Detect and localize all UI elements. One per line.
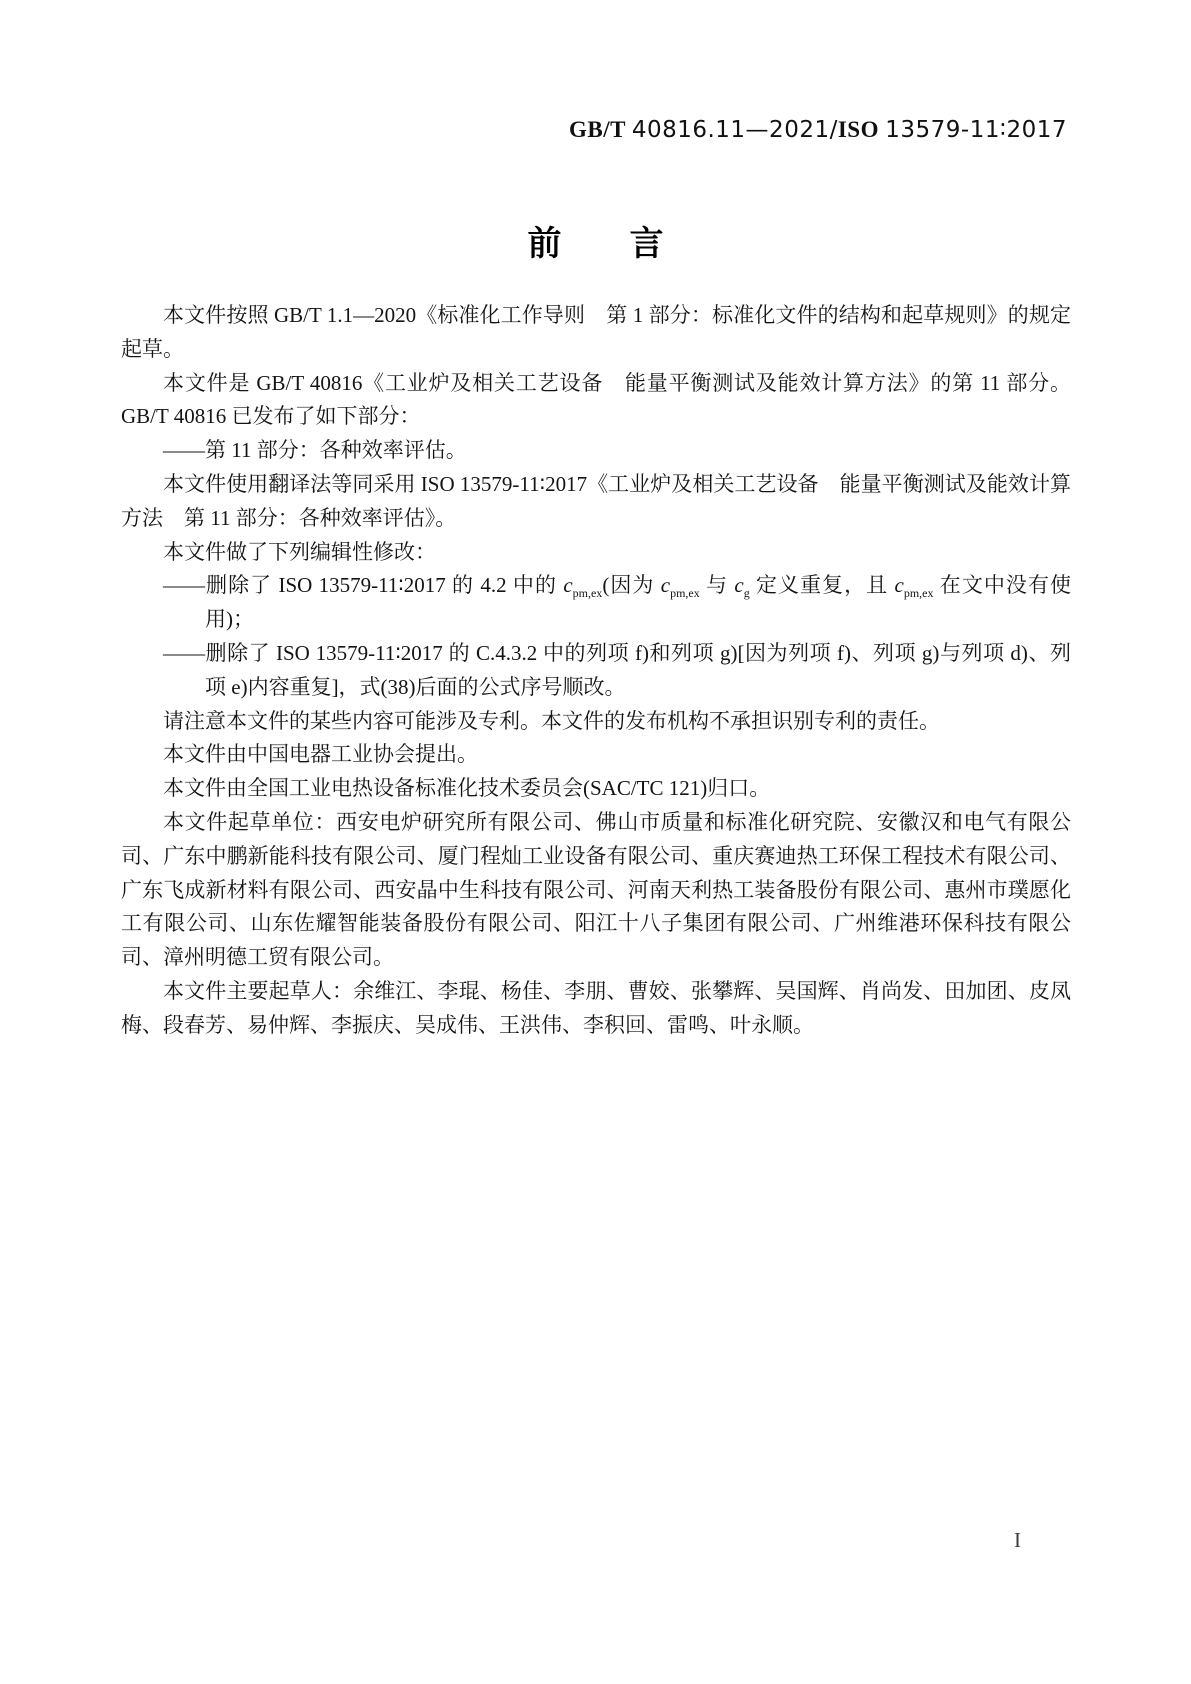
paragraph-drafting-organizations: 本文件起草单位：西安电炉研究所有限公司、佛山市质量和标准化研究院、安徽汉和电气有限公司、广东中鹏新能科技有限公司、厦门程灿工业设备有限公司、重庆赛迪热工环保工程技术有限公司、广东飞成新材料有限公司、西安晶中生科技有限公司、河南天利热工装备股份有限公司、惠州市璞愿化工有限公司、山东佐耀智能装备股份有限公司、阳江十八子集团有限公司、广州维港环保科技有限公司、漳州明德工贸有限公司。 (121, 809, 1071, 970)
symbol-c-subscript: pm,ex (903, 586, 934, 601)
list-item-part-11: ——第 11 部分：各种效率评估。 (163, 438, 467, 463)
header-standard-number: 40816.11—2021/ (631, 117, 838, 143)
list-item-editorial-change-2: ——删除了 ISO 13579-11∶2017 的 C.4.3.2 中的列项 f)和列项 g)[因为列项 f)、列项 g)与列项 d)、列项 e)内容重复]，式(38)后面的公式序号顺改。 (163, 640, 1071, 699)
edit1-text-pre: ——删除了 ISO 13579-11∶2017 的 4.2 中的 (163, 573, 564, 598)
page-number: I (1014, 1528, 1021, 1552)
document-code-header (569, 117, 1067, 143)
symbol-c: c (563, 573, 573, 598)
paragraph-proposed-by: 本文件由中国电器工业协会提出。 (163, 742, 478, 767)
edit1-text-5: 在文中没有使用)； (205, 573, 1072, 632)
symbol-c-subscript: g (743, 586, 750, 601)
symbol-c: c (734, 573, 744, 598)
symbol-c-subscript: pm,ex (572, 586, 603, 601)
edit1-text-4: 定义重复，且 (749, 573, 895, 598)
symbol-c-subscript: pm,ex (670, 586, 700, 601)
page-title-foreword: 前 言 (527, 224, 664, 264)
paragraph-part-of-series: 本文件是 GB/T 40816《工业炉及相关工艺设备 能量平衡测试及能效计算方法》的第 11 部分。GB/T 40816 已发布了如下部分： (121, 370, 1071, 429)
paragraph-editorial-changes-intro: 本文件做了下列编辑性修改： (163, 539, 436, 564)
paragraph-drafting-rules: 本文件按照 GB/T 1.1—2020《标准化工作导则 第 1 部分：标准化文件的结构和起草规则》的规定起草。 (121, 303, 1071, 361)
edit1-text-3: 与 (699, 573, 735, 598)
list-item-editorial-change-1 (121, 569, 1071, 637)
foreword-content (121, 299, 1071, 1043)
paragraph-translation-adoption: 本文件使用翻译法等同采用 ISO 13579-11∶2017《工业炉及相关工艺设备 能量平衡测试及能效计算方法 第 11 部分：各种效率评估》。 (121, 471, 1071, 530)
symbol-c: c (660, 573, 671, 598)
header-iso-number: 13579-11∶2017 (885, 117, 1067, 143)
paragraph-patent-notice: 请注意本文件的某些内容可能涉及专利。本文件的发布机构不承担识别专利的责任。 (163, 708, 940, 733)
symbol-c: c (894, 573, 904, 598)
paragraph-centralized-by: 本文件由全国工业电热设备标准化技术委员会(SAC/TC 121)归口。 (163, 776, 771, 801)
edit1-text-2: (因为 (602, 573, 661, 598)
paragraph-main-drafters: 本文件主要起草人：余维江、李琨、杨佳、李朋、曹姣、张攀辉、吴国辉、肖尚发、田加团、皮凤梅、段春芳、易仲辉、李振庆、吴成伟、王洪伟、李积回、雷鸣、叶永顺。 (121, 978, 1071, 1037)
header-iso-prefix: ISO (837, 117, 886, 142)
header-standard-prefix: GB/T (569, 117, 632, 142)
